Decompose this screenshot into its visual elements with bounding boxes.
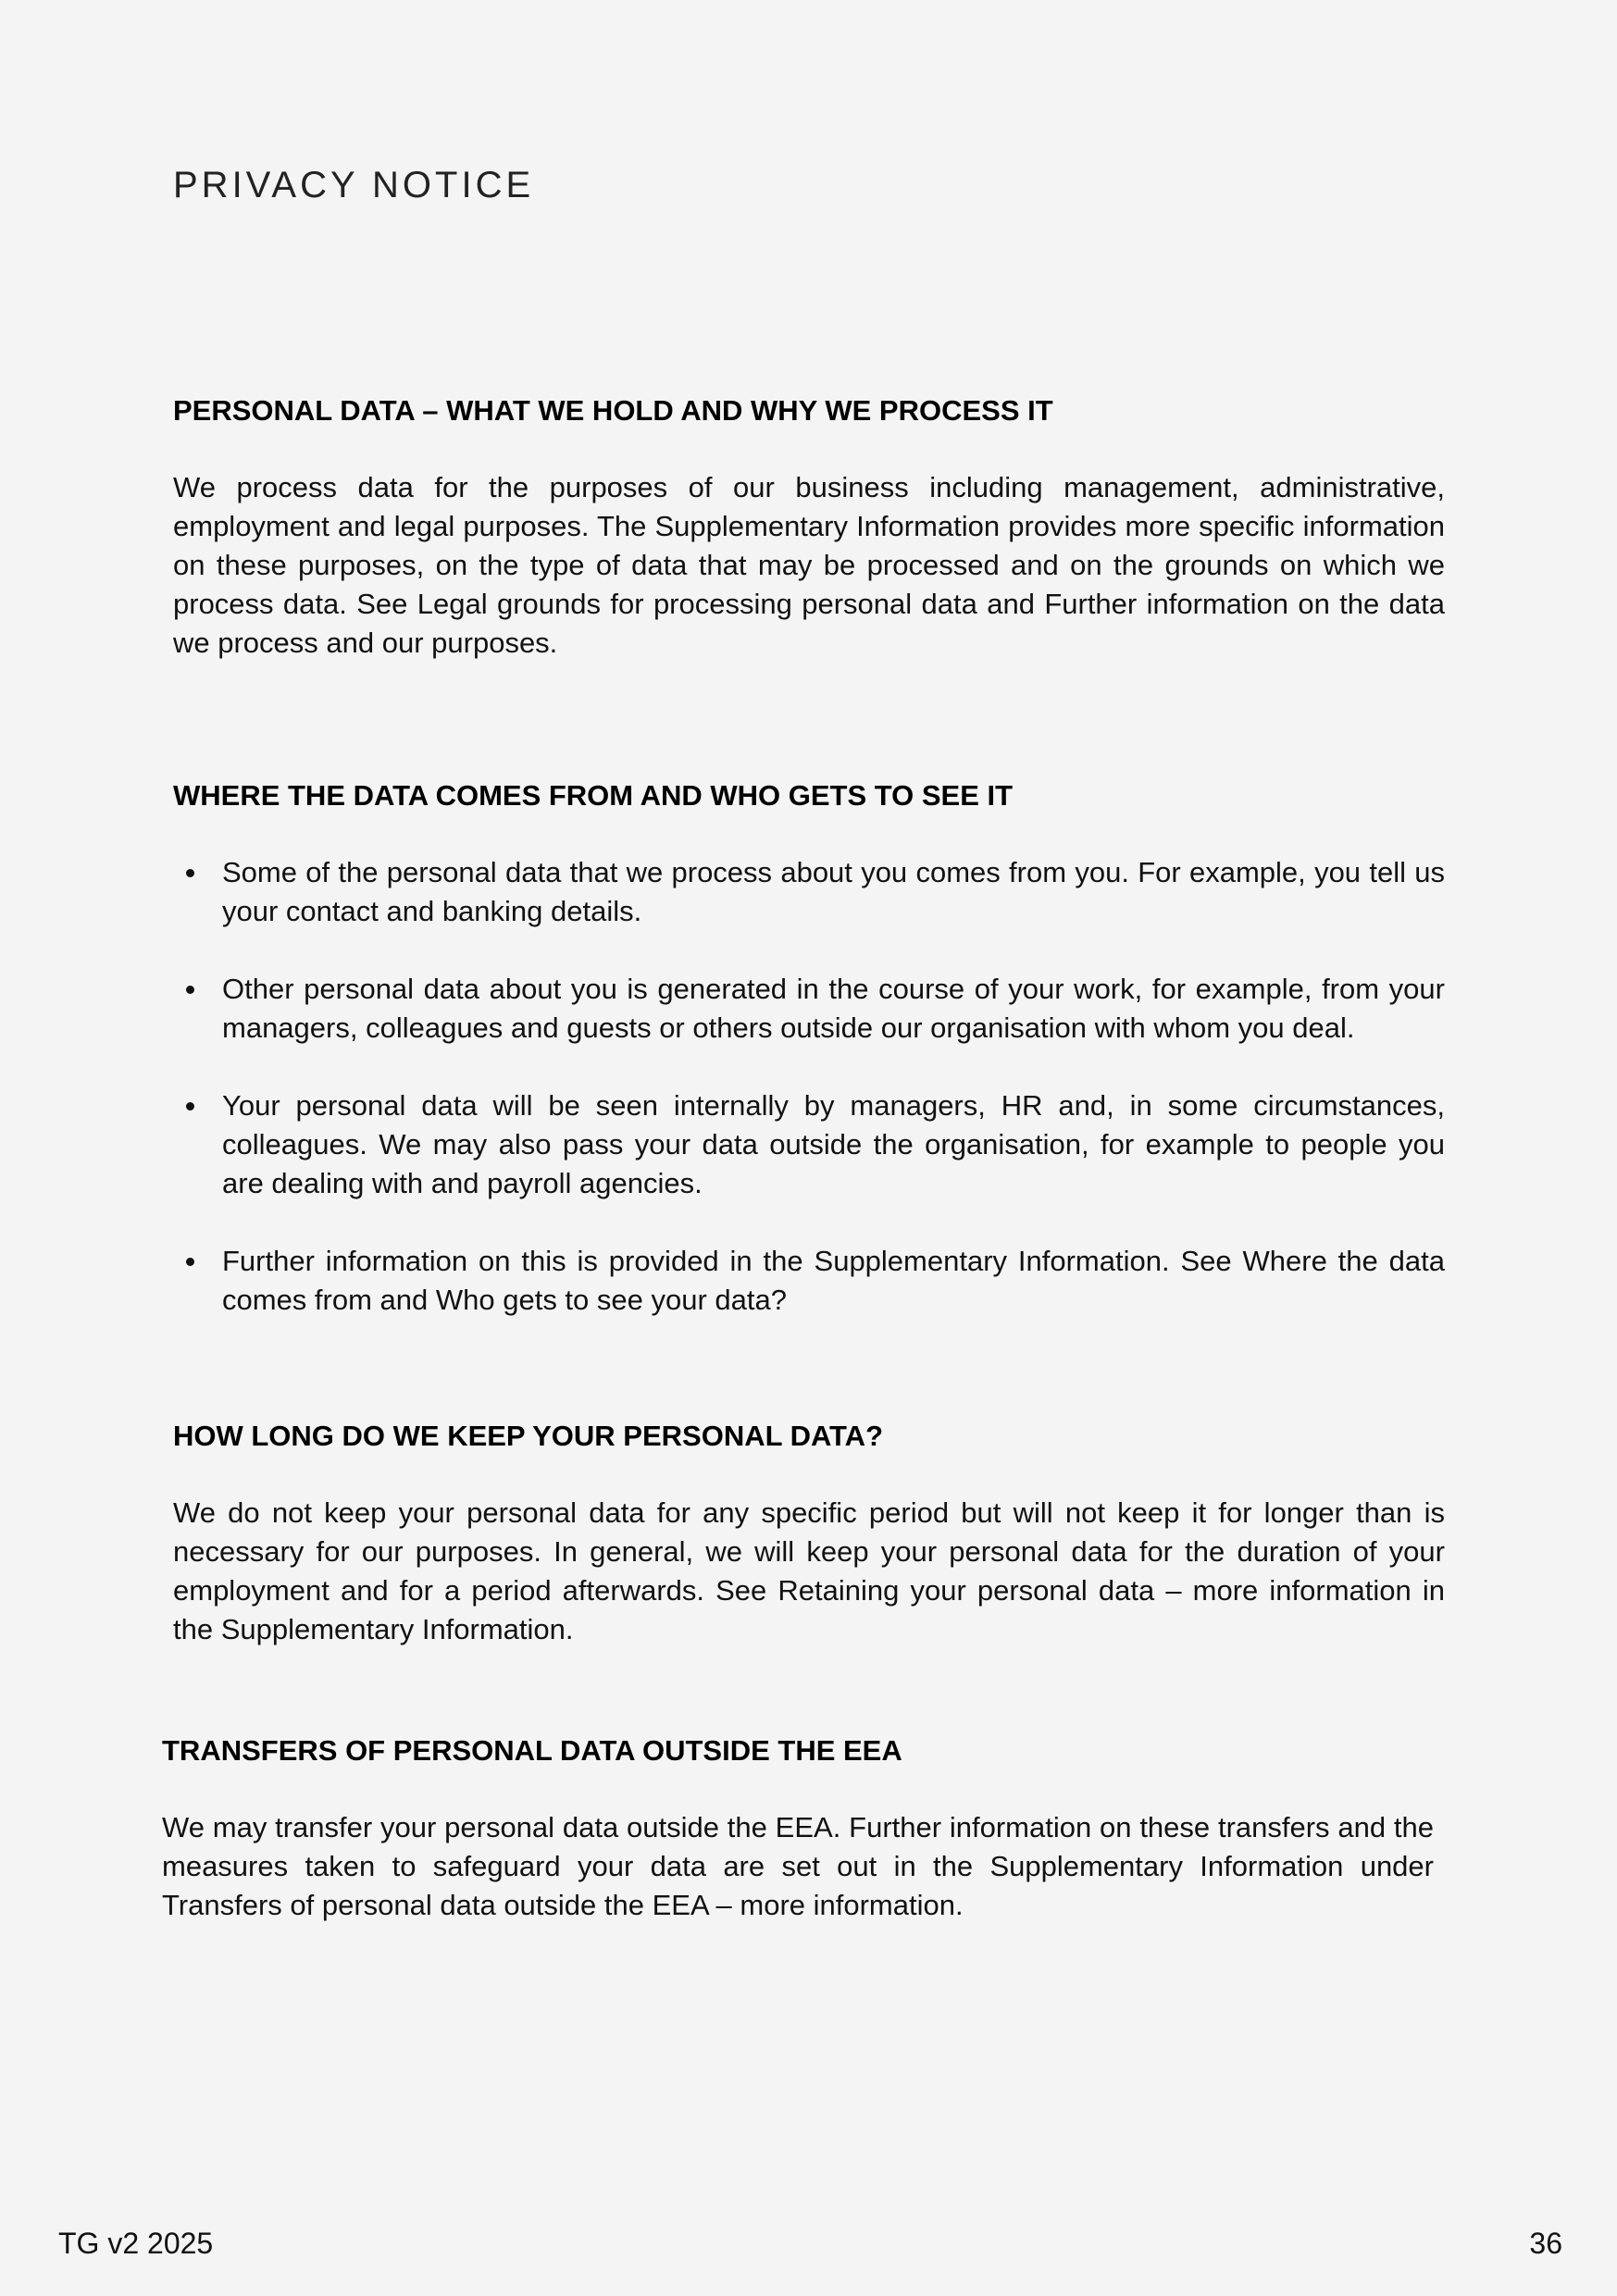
bullet-dot-icon bbox=[186, 1102, 194, 1111]
page-number: 36 bbox=[1529, 2227, 1562, 2260]
section-paragraph: We may transfer your personal data outside the EEA. Further information on these transfers and the measures taken to safeguard your data are set out in the Supplementary Information under Transfers of personal data outside the EEA – more information. bbox=[162, 1811, 1434, 1921]
section-eea-transfers bbox=[162, 1732, 1434, 1925]
list-item-text: Other personal data about you is generated in the course of your work, for example, from your managers, colleagues and guests or others outside our organisation with whom you deal. bbox=[222, 973, 1445, 1044]
footer-version: TG v2 2025 bbox=[58, 2227, 214, 2260]
section-heading: PERSONAL DATA – WHAT WE HOLD AND WHY WE PROCESS IT bbox=[173, 394, 1053, 427]
list-item bbox=[173, 1086, 1445, 1203]
bullet-dot-icon bbox=[186, 1258, 194, 1266]
section-data-sources bbox=[173, 777, 1445, 1320]
page-title: PRIVACY NOTICE bbox=[173, 165, 535, 205]
section-paragraph: We process data for the purposes of our business including management, administrative, employment and legal purposes. The Supplementary Information provides more specific information on these purposes, on the type of data that may be processed and on the grounds on which we process data. See Legal grounds for processing personal data and Further information on the data we process and our purposes. bbox=[173, 471, 1445, 659]
list-item bbox=[173, 853, 1445, 931]
section-heading: HOW LONG DO WE KEEP YOUR PERSONAL DATA? bbox=[173, 1420, 884, 1452]
section-retention bbox=[173, 1418, 1445, 1649]
list-item-text: Some of the personal data that we process about you comes from you. For example, you tell us your contact and banking details. bbox=[222, 856, 1445, 927]
section-heading: TRANSFERS OF PERSONAL DATA OUTSIDE THE EEA bbox=[162, 1734, 902, 1767]
list-item bbox=[173, 1242, 1445, 1320]
section-paragraph: We do not keep your personal data for any specific period but will not keep it for longer than is necessary for our purposes. In general, we will keep your personal data for the duration of your employment and for a period afterwards. See Retaining your personal data – more information in the Supplementary Information. bbox=[173, 1496, 1445, 1645]
bullet-list bbox=[173, 853, 1445, 1320]
bullet-dot-icon bbox=[186, 986, 194, 994]
section-personal-data bbox=[173, 392, 1445, 663]
list-item-text: Further information on this is provided in the Supplementary Information. See Where the data comes from and Who gets to see your data? bbox=[222, 1245, 1445, 1316]
section-heading: WHERE THE DATA COMES FROM AND WHO GETS TO SEE IT bbox=[173, 779, 1014, 812]
list-item-text: Your personal data will be seen internally by managers, HR and, in some circumstances, colleagues. We may also pass your data outside the organisation, for example to people you are dealing with and payroll agencies. bbox=[222, 1089, 1445, 1199]
bullet-dot-icon bbox=[186, 869, 194, 877]
list-item bbox=[173, 970, 1445, 1048]
